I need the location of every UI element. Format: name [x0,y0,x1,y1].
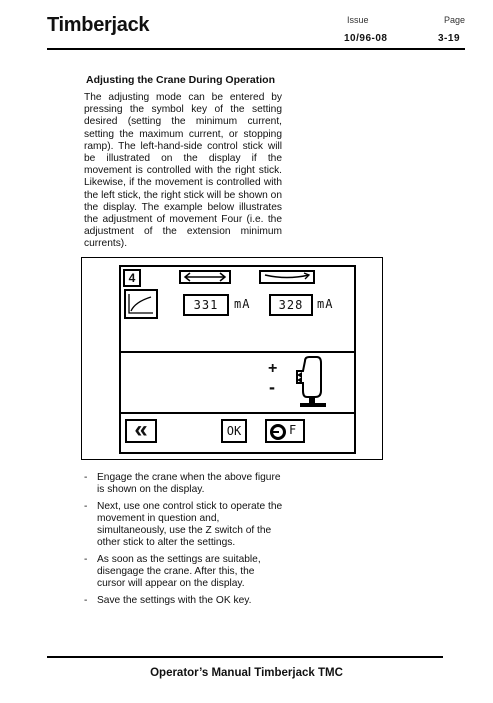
min-current-left-unit: mA [234,297,251,311]
f-key-label: F [289,423,297,437]
ok-key[interactable]: OK [221,419,247,443]
list-item: - Save the settings with the OK key. [84,595,252,606]
plus-sign: + [268,360,278,377]
f-key[interactable] [265,419,305,443]
direction-key[interactable] [179,270,231,284]
issue-value: 10/96-08 [344,33,388,44]
list-item: - Engage the crane when the above figure is shown on the display. [84,472,281,495]
list-item: - Next, use one control stick to operate the movement in question and, simultaneously, use the Z switch of the other stick to alter the settings. [84,501,283,548]
footer-title: Operator’s Manual Timberjack TMC [150,667,343,679]
header-rule [47,48,465,50]
instruction-list [84,472,284,612]
control-stick-icon [291,355,333,411]
brand-logo: Timberjack [47,14,150,36]
screen-bottom-divider [121,412,354,414]
section-paragraph: The adjusting mode can be entered by pressing the symbol key of the setting desired (setting the minimum current, setting the maximum current, or stopping ramp). The left-hand-side control stick will be illustrated on the display if the movement is controlled with the right stick. Likewise, if the movement is controlled with the left stick, the right stick will be shown on the display. The example below illustrates the adjustment of movement Four (i.e. the adjustment of the extension minimum currents). [84,92,282,250]
page-label: Page [444,15,466,25]
footer-rule [47,656,443,658]
issue-label: Issue [347,15,369,25]
operator-head-icon [268,421,288,441]
screen-divider [121,351,354,353]
ramp-key[interactable] [124,289,158,319]
page-number: 3-19 [438,33,461,44]
min-current-right-value[interactable]: 328 [269,294,313,316]
minus-sign: - [269,377,275,397]
movement-number: 4 [123,269,141,287]
boom-extension-icon [261,272,313,282]
section-title: Adjusting the Crane During Operation [86,74,276,86]
min-current-left-value[interactable]: 331 [183,294,229,316]
display-screen [119,265,356,454]
double-arrow-icon [181,272,229,282]
back-key[interactable]: « [125,419,157,443]
boom-extension-key[interactable] [259,270,315,284]
ramp-curve-icon [126,291,156,317]
list-item: - As soon as the settings are suitable, disengage the crane. After this, the cursor will appear on the display. [84,554,261,589]
min-current-right-unit: mA [317,297,334,311]
